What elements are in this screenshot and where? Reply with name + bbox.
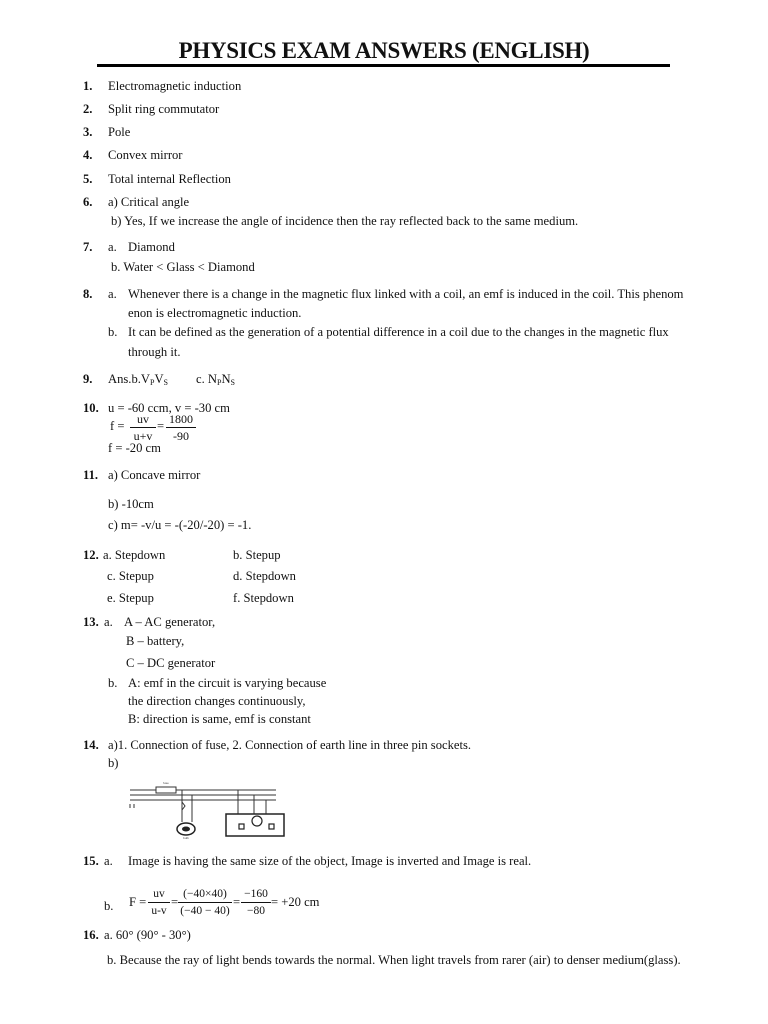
- fuse: [156, 787, 176, 793]
- q15-result: = +20 cm: [271, 895, 320, 909]
- q15-equals-1: =: [171, 895, 179, 909]
- q3-number: 3.: [83, 125, 93, 139]
- q15-fraction-values: $\frac{(-40\times 40)}{(-40 - 40)}$: [178, 887, 232, 918]
- q10-f-label: f =: [110, 419, 125, 433]
- q9-answer-b: $Ans.b.V_PV_S$: [108, 372, 168, 387]
- q5-number: 5.: [83, 172, 93, 186]
- q10-given: u = -60 ccm, v = -30 cm: [108, 401, 230, 415]
- q13-a-label: a.: [104, 615, 113, 629]
- q15-number: 15.: [83, 854, 99, 868]
- q7-a-label: a.: [108, 240, 117, 254]
- q13-answer-a2: B – battery,: [126, 634, 185, 648]
- q10-result: f = -20 cm: [108, 441, 161, 455]
- q13-answer-b3: B: direction is same, emf is constant: [128, 712, 311, 726]
- q16-answer-b: b. Because the ray of light bends towards the normal. When light travels from rarer (air) to denser medium(glass).: [107, 953, 681, 967]
- title-underline: [97, 64, 670, 67]
- q11-number: 11.: [83, 468, 99, 482]
- q7-answer-b: b. Water < Glass < Diamond: [111, 260, 255, 274]
- q13-answer-a3: C – DC generator: [126, 656, 216, 670]
- q1-number: 1.: [83, 79, 93, 93]
- q10-equals: =: [157, 419, 165, 433]
- q12-answer-c: c. Stepup: [107, 569, 154, 583]
- q1-answer: Electromagnetic induction: [108, 79, 242, 93]
- q12-answer-e: e. Stepup: [107, 591, 154, 605]
- q9-answer-c: c. $N_PN_S$: [196, 372, 235, 387]
- q4-number: 4.: [83, 148, 93, 162]
- q13-answer-b2: the direction changes continuously,: [128, 694, 306, 708]
- q3-answer: Pole: [108, 125, 131, 139]
- q12-answer-f: f. Stepdown: [233, 591, 294, 605]
- q6-number: 6.: [83, 195, 93, 209]
- q8-number: 8.: [83, 287, 93, 301]
- q15-b-label: b.: [104, 899, 114, 913]
- q11-answer-b: b) -10cm: [108, 497, 154, 511]
- domestic-circuit-diagram: [126, 778, 290, 842]
- q8-answer-a-line1: Whenever there is a change in the magnetic flux linked with a coil, an emf is induced in the coil. This phenom: [128, 287, 684, 301]
- q8-b-label: b.: [108, 325, 118, 339]
- q15-answer-a: Image is having the same size of the object, Image is inverted and Image is real.: [128, 854, 532, 868]
- q9-number: 9.: [83, 372, 93, 386]
- q15-equals-2: =: [233, 895, 241, 909]
- q11-answer-c: c) m= -v/u = -(-20/-20) = -1.: [108, 518, 252, 532]
- q8-answer-a-line2: enon is electromagnetic induction.: [128, 306, 302, 320]
- q15-fraction-formula: $\frac{uv}{u-v}$: [148, 887, 170, 918]
- q12-number: 12.: [83, 548, 99, 562]
- q10-number: 10.: [83, 401, 99, 415]
- svg-text:fuse: fuse: [163, 781, 169, 785]
- q13-b-label: b.: [108, 676, 118, 690]
- q8-answer-b-line2: through it.: [128, 345, 181, 359]
- q5-answer: Total internal Reflection: [108, 172, 231, 186]
- q2-number: 2.: [83, 102, 93, 116]
- q2-answer: Split ring commutator: [108, 102, 220, 116]
- q13-number: 13.: [83, 615, 99, 629]
- q14-answer-b: b): [108, 756, 119, 770]
- q13-answer-b1: A: emf in the circuit is varying because: [128, 676, 327, 690]
- q12-answer-a: a. Stepdown: [103, 548, 166, 562]
- q8-answer-b-line1: It can be defined as the generation of a potential difference in a coil due to the changes in the magnetic flux: [128, 325, 669, 339]
- q7-answer-a: Diamond: [128, 240, 175, 254]
- q12-answer-d: d. Stepdown: [233, 569, 296, 583]
- q12-answer-b: b. Stepup: [233, 548, 281, 562]
- q10-fraction-uv: $\frac{uv}{u+v}$: [130, 412, 156, 443]
- svg-text:bulb: bulb: [183, 836, 189, 840]
- q16-number: 16.: [83, 928, 99, 942]
- q8-a-label: a.: [108, 287, 117, 301]
- q13-answer-a1: A – AC generator,: [124, 615, 216, 629]
- q7-number: 7.: [83, 240, 93, 254]
- page-title: PHYSICS EXAM ANSWERS (ENGLISH): [178, 38, 590, 63]
- q6-answer-a: a) Critical angle: [108, 195, 190, 209]
- q11-answer-a: a) Concave mirror: [108, 468, 201, 482]
- q14-number: 14.: [83, 738, 99, 752]
- q14-answer-a: a)1. Connection of fuse, 2. Connection of earth line in three pin sockets.: [108, 738, 472, 752]
- q15-a-label: a.: [104, 854, 113, 868]
- q16-answer-a: a. 60° (90° - 30°): [104, 928, 191, 942]
- q4-answer: Convex mirror: [108, 148, 183, 162]
- q15-fraction-simplified: $\frac{-160}{-80}$: [241, 887, 271, 918]
- q10-fraction-values: $\frac{1800}{-90}$: [166, 412, 196, 443]
- q15-f-label: F =: [129, 895, 147, 909]
- q6-answer-b: b) Yes, If we increase the angle of incidence then the ray reflected back to the same medium.: [111, 214, 579, 228]
